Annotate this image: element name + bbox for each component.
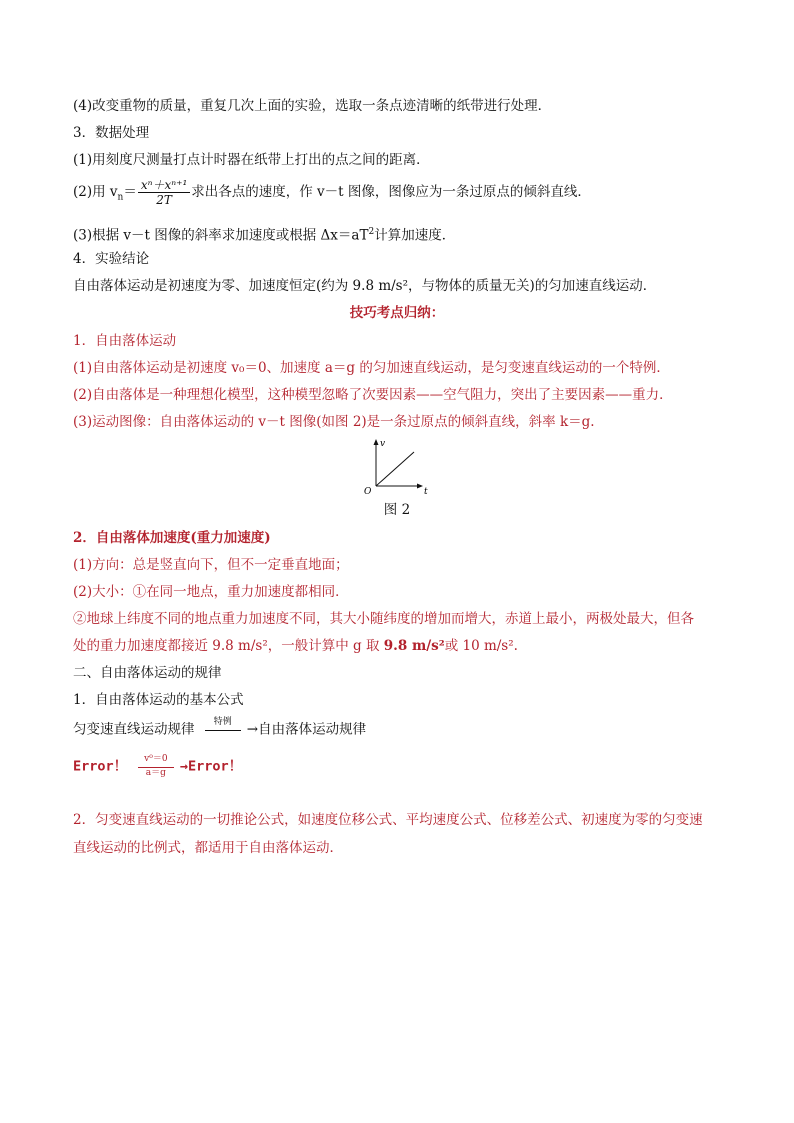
conclusion-text: 自由落体运动是初速度为零、加速度恒定(约为 9.8 m/s²，与物体的质量无关)的匀加速直线运动． bbox=[73, 278, 657, 294]
processing-step1: (1)用刻度尺测量打点计时器在纸带上打出的点之间的距离． bbox=[73, 152, 430, 168]
step2-prefix: (2)用 v bbox=[73, 184, 118, 200]
fraction-denominator: 2T bbox=[156, 193, 172, 207]
v-axis-arrow bbox=[374, 439, 379, 445]
figure-caption: 图 2 bbox=[383, 502, 411, 518]
step3-suffix: 计算加速度． bbox=[374, 227, 456, 244]
origin-label: O bbox=[364, 487, 372, 496]
topic1-point2: (2)自由落体是一种理想化模型，这种模型忽略了次要因素——空气阻力，突出了主要因素——重力． bbox=[73, 387, 673, 403]
t-axis-label: t bbox=[424, 487, 428, 496]
inference-text-line1: 2．匀变速直线运动的一切推论公式，如速度位移公式、平均速度公式、位移差公式、初速度为零的匀变速 bbox=[73, 812, 703, 828]
vt-graph-svg bbox=[362, 434, 432, 496]
step2-sub: n bbox=[117, 192, 124, 203]
v-axis-label: v bbox=[380, 439, 386, 449]
arrow-top-label: 特例 bbox=[213, 717, 232, 727]
basic-formula-heading: 1．自由落体运动的基本公式 bbox=[73, 692, 244, 708]
condition-arrow bbox=[134, 756, 178, 778]
rule-left: 匀变速直线运动规律 bbox=[73, 721, 195, 738]
latitude-text-line2 bbox=[73, 636, 518, 656]
rule-derivation bbox=[73, 719, 366, 741]
latitude-text-line1: ②地球上纬度不同的地点重力加速度不同，其大小随纬度的增加而增大，赤道上最小，两极处最大，但各 bbox=[73, 611, 694, 627]
error-right: →Error！ bbox=[179, 758, 243, 775]
section-laws-heading: 二、自由落体运动的规律 bbox=[73, 665, 222, 681]
g-value-bold: 9.8 m/s² bbox=[383, 638, 445, 654]
skills-heading: 技巧考点归纳： bbox=[349, 305, 445, 321]
latitude-suffix: 或 10 m/s². bbox=[444, 638, 518, 654]
velocity-fraction bbox=[138, 178, 190, 207]
t-axis-arrow bbox=[417, 484, 423, 489]
arrow-rule bbox=[205, 730, 241, 731]
topic2-heading: 2．自由落体加速度(重力加速度) bbox=[73, 530, 271, 546]
step2-suffix: 求出各点的速度，作 v－t 图像，图像应为一条过原点的倾斜直线． bbox=[191, 184, 591, 200]
direction-text: (1)方向：总是竖直向下，但不一定垂直地面； bbox=[73, 557, 349, 573]
error-left: Error！ bbox=[73, 758, 128, 775]
step3-prefix: (3)根据 v－t 图像的斜率求加速度或根据 Δx＝aT bbox=[73, 227, 369, 244]
section-data-processing: 3．数据处理 bbox=[73, 125, 150, 141]
vt-line bbox=[376, 452, 414, 486]
figure-2-vt-graph bbox=[362, 434, 432, 500]
step2-eq: ＝ bbox=[123, 184, 137, 200]
latitude-prefix: 处的重力加速度都接近 9.8 m/s²，一般计算中 g 取 bbox=[73, 638, 384, 654]
inference-text-line2: 直线运动的比例式，都适用于自由落体运动． bbox=[73, 840, 343, 856]
magnitude-text: (2)大小：①在同一地点，重力加速度都相同． bbox=[73, 584, 349, 600]
topic1-point3: (3)运动图像：自由落体运动的 v－t 图像(如图 2)是一条过原点的倾斜直线，斜率 k＝g. bbox=[73, 414, 595, 430]
condition-bottom: a＝g bbox=[145, 768, 166, 778]
processing-step2 bbox=[73, 178, 591, 208]
fraction-numerator: xⁿ＋xⁿ⁺¹ bbox=[138, 178, 190, 193]
error-formula-line bbox=[73, 756, 242, 778]
rule-right: →自由落体运动规律 bbox=[246, 721, 367, 738]
step3-sup: 2 bbox=[368, 227, 375, 237]
step4-text: (4)改变重物的质量，重复几次上面的实验，选取一条点迹清晰的纸带进行处理． bbox=[73, 98, 552, 114]
section-conclusion: 4．实验结论 bbox=[73, 251, 150, 267]
processing-step3 bbox=[73, 222, 455, 246]
special-case-arrow bbox=[201, 719, 245, 741]
topic1-heading: 1．自由落体运动 bbox=[73, 333, 177, 349]
topic1-point1: (1)自由落体运动是初速度 v₀＝0、加速度 a＝g 的匀加速直线运动，是匀变速直线运动的一个特例． bbox=[73, 360, 670, 376]
condition-top: v⁰＝0 bbox=[144, 754, 168, 764]
